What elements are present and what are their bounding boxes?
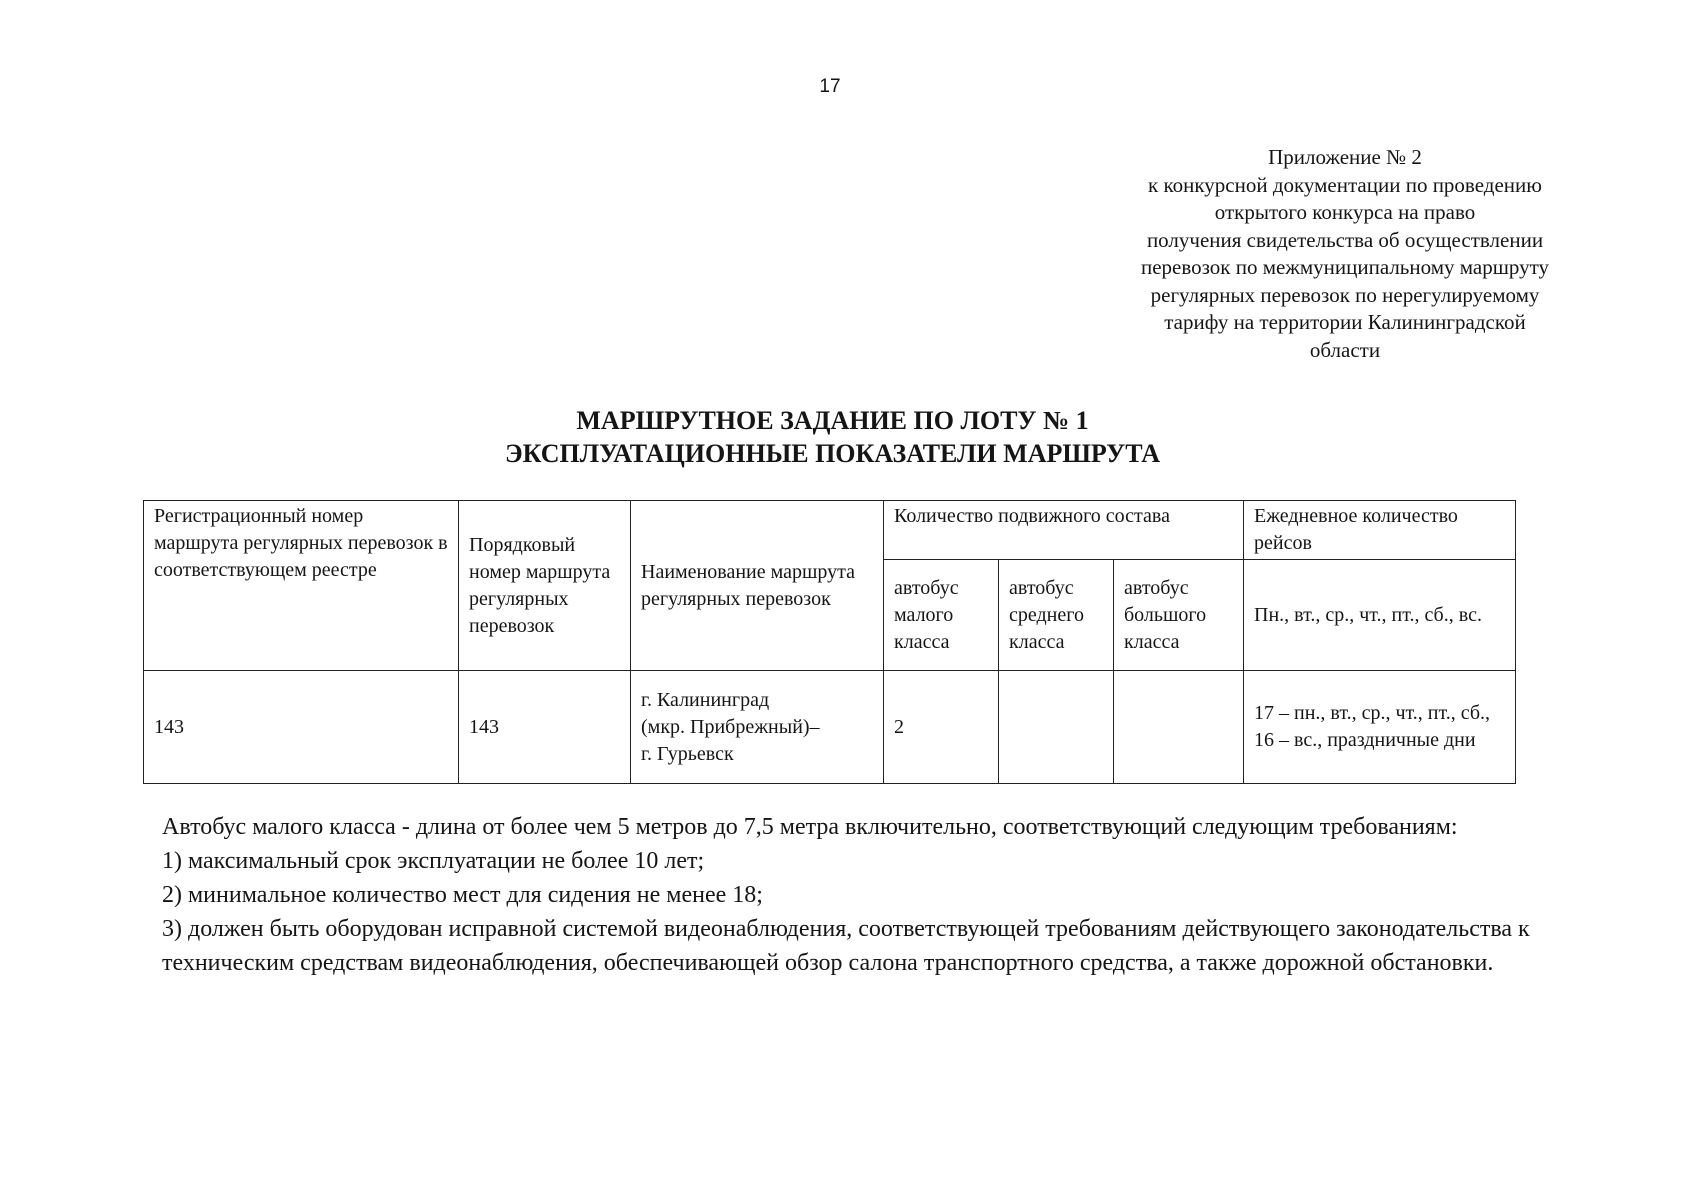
appendix-line: тарифу на территории Калининградской bbox=[1164, 310, 1526, 334]
cell-bus-large bbox=[1114, 671, 1244, 784]
table-header-row bbox=[144, 501, 1516, 560]
table-row bbox=[144, 671, 1516, 784]
appendix-line: регулярных перевозок по нерегулируемому bbox=[1150, 282, 1540, 307]
header-bus-medium: автобус среднего класса bbox=[999, 560, 1114, 671]
document-title bbox=[0, 404, 1665, 470]
title-line-1: МАРШРУТНОЕ ЗАДАНИЕ ПО ЛОТУ № 1 bbox=[576, 406, 1089, 435]
intro-paragraph: Автобус малого класса - длина от более чем 5 метров до 7,5 метра включительно, соответствующий следующим требованиям: bbox=[162, 814, 1458, 840]
route-name-line: г. Гурьевск bbox=[641, 742, 734, 765]
cell-route-name bbox=[631, 671, 884, 784]
route-name-line: г. Калининград bbox=[641, 688, 770, 711]
requirement-item: 3) должен быть оборудован исправной системой видеонаблюдения, соответствующей требованиям действующего законодательства к техническим средствам видеонаблюдения, обеспечивающей обзор салона транспортного средства, а также дорожной обстановки. bbox=[162, 916, 1530, 976]
body-text bbox=[88, 810, 1568, 980]
cell-bus-medium bbox=[999, 671, 1114, 784]
route-name-line: (мкр. Прибрежный)– bbox=[641, 715, 820, 738]
trips-line: 16 – вс., праздничные дни bbox=[1254, 729, 1476, 751]
appendix-line: Приложение № 2 bbox=[1268, 145, 1422, 169]
header-seq-number: Порядковый номер маршрута регулярных перевозок bbox=[459, 501, 631, 671]
appendix-block bbox=[1060, 144, 1630, 364]
header-reg-number: Регистрационный номер маршрута регулярных перевозок в соответствующем реестре bbox=[144, 501, 459, 671]
header-bus-large: автобус большого класса bbox=[1114, 560, 1244, 671]
cell-reg-number: 143 bbox=[144, 671, 459, 784]
header-bus-small: автобус малого класса bbox=[884, 560, 999, 671]
page-number: 17 bbox=[819, 76, 841, 97]
header-days: Пн., вт., ср., чт., пт., сб., вс. bbox=[1244, 560, 1516, 671]
route-indicators-table bbox=[143, 500, 1516, 784]
header-daily-trips: Ежедневное количество рейсов bbox=[1244, 501, 1516, 560]
cell-bus-small: 2 bbox=[884, 671, 999, 784]
header-rolling-stock: Количество подвижного состава bbox=[884, 501, 1244, 560]
requirement-item: 2) минимальное количество мест для сидения не менее 18; bbox=[162, 882, 763, 908]
cell-seq-number: 143 bbox=[459, 671, 631, 784]
appendix-line: к конкурсной документации по проведению bbox=[1148, 172, 1542, 197]
appendix-line: получения свидетельства об осуществлении bbox=[1146, 227, 1544, 252]
trips-line: 17 – пн., вт., ср., чт., пт., сб., bbox=[1254, 702, 1490, 724]
cell-daily-trips bbox=[1244, 671, 1516, 784]
requirement-item: 1) максимальный срок эксплуатации не более 10 лет; bbox=[162, 848, 705, 874]
appendix-line: перевозок по межмуниципальному маршруту bbox=[1140, 255, 1550, 279]
title-line-2: ЭКСПЛУАТАЦИОННЫЕ ПОКАЗАТЕЛИ МАРШРУТА bbox=[504, 439, 1161, 468]
appendix-line: области bbox=[1309, 337, 1381, 362]
appendix-line: открытого конкурса на право bbox=[1214, 200, 1476, 224]
header-route-name: Наименование маршрута регулярных перевозок bbox=[631, 501, 884, 671]
